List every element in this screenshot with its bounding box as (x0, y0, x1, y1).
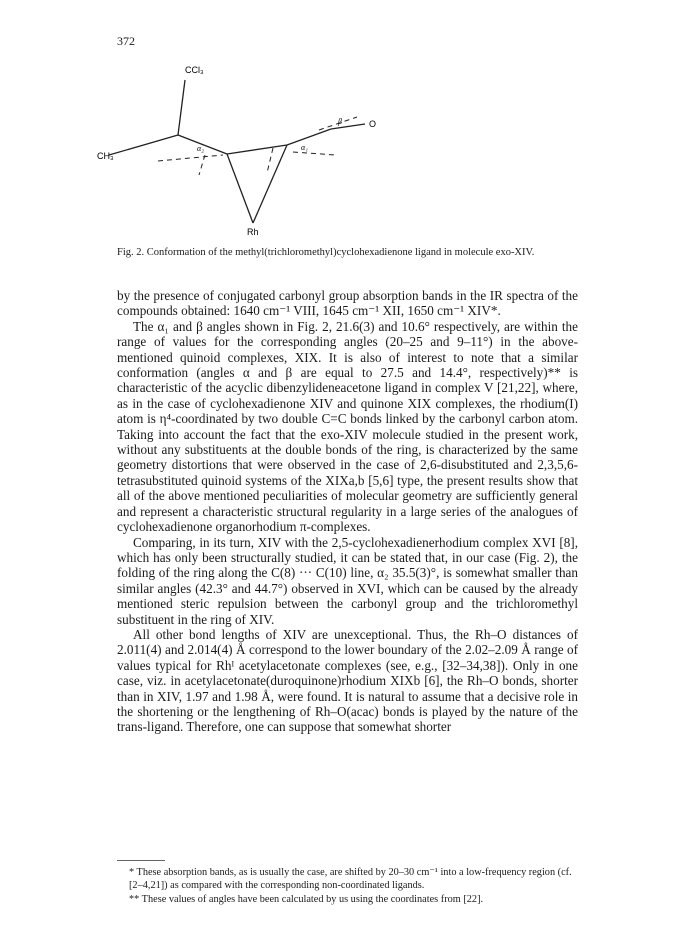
bond-ch3 (109, 135, 178, 155)
paragraph: Comparing, in its turn, XIV with the 2,5-cyclohexadienerhodium complex XVI [8], which has only been structurally studied, it can be stated that, in our case (Fig. 2), the folding of the ring along the C(8) ··· C(10) line, α₂ 35.5(3)°, is somewhat smaller than similar angles (42.3° and 44.7°) observed in XVI, which can be caused by the already mentioned steric repulsion between the carbonyl group and the trichloromethyl substituent in the ring of XIV. (117, 534, 578, 627)
ring-right (287, 129, 331, 145)
bond-ccl3 (178, 80, 185, 135)
label-beta: β (338, 117, 342, 126)
ring-plane (227, 145, 287, 154)
footnote: * These absorption bands, as is usually the case, are shifted by 20–30 cm⁻¹ into a low-frequency region (cf. [2–4,21]) as compared with the corresponding non-coordinated ligands. (129, 867, 572, 891)
footnote: ** These values of angles have been calculated by us using the coordinates from [22]. (129, 894, 484, 905)
label-o: O (369, 119, 377, 129)
footnote-rule (117, 860, 165, 861)
conformation-diagram (95, 55, 415, 240)
label-ch3: CH₃ (97, 151, 114, 161)
bond-rh-left (227, 154, 253, 223)
paragraph: All other bond lengths of XIV are unexceptional. Thus, the Rh–O distances of 2.011(4) and 2.014(4) Å correspond to the lower boundary of the 2.02–2.09 Å range of values typical for Rhᴵ acetylacetonate complexes (see, e.g., [32–34,38]). Only in one case, viz. in acetylacetonate(duroquinone)rhodium XIXb [6], the Rh–O bonds, shorter than in XIV, 1.97 and 1.98 Å, were found. It is natural to assume that a decisive role in the shortening or the lengthening of Rh–O(acac) bonds is played by the nature of the trans-ligand. Therefore, one can suppose that somewhat shorter (117, 626, 578, 735)
bond-carbonyl (331, 124, 365, 129)
label-alpha2: α₂ (197, 144, 204, 153)
paragraph: by the presence of conjugated carbonyl group absorption bands in the IR spectra of the compounds obtained: 1640 cm⁻¹ VIII, 1645 cm⁻¹ XII, 1650 cm⁻¹ XIV*. (117, 288, 578, 319)
label-rh: Rh (247, 227, 259, 237)
bond-rh-right (253, 145, 287, 223)
label-alpha1: α₁ (301, 143, 308, 152)
dash-left-down (199, 155, 205, 175)
label-ccl3: CCl₃ (185, 65, 204, 75)
paragraph: The α₁ and β angles shown in Fig. 2, 21.6(3) and 10.6° respectively, are within the range of values for the corresponding angles (20–25 and 9–11°) in the above-mentioned quinoid complexes, XIX. It is also of interest to note that a similar conformation (angles α and β are equal to 27.5 and 14.4°, respectively)** is characteristic of the acyclic dibenzylideneacetone ligand in complex V [21,22], where, as in the case of cyclohexadienone XIV and quinone XIX complexes, the rhodium(I) atom is η⁴-coordinated by two double C=C bonds linked by the carbonyl carbon atom. Taking into account the fact that the exo-XIV molecule studied in the present work, without any substituents at the double bonds of the ring, is characterized by the same geometry distortions that were observed in the case of 2,6-disubstituted and 2,3,5,6-tetrasubstituted quinoid systems of the XIXa,b [5,6] type, the present results show that all of the above mentioned peculiarities of molecular geometry are sufficiently general and represent a characteristic structural regularity in a large series of the analogues of cyclohexadienone organorhodium π-complexes. (117, 318, 578, 535)
dash-right-down (267, 148, 273, 173)
dash-alpha1 (293, 152, 335, 155)
page-number: 372 (117, 34, 135, 48)
footnotes (117, 866, 578, 907)
body-text (117, 288, 578, 735)
dash-alpha2 (158, 155, 223, 161)
figure-conformation (95, 55, 415, 240)
figure-caption: Fig. 2. Conformation of the methyl(trichloromethyl)cyclohexadienone ligand in molecule exo-XIV. (117, 247, 535, 258)
